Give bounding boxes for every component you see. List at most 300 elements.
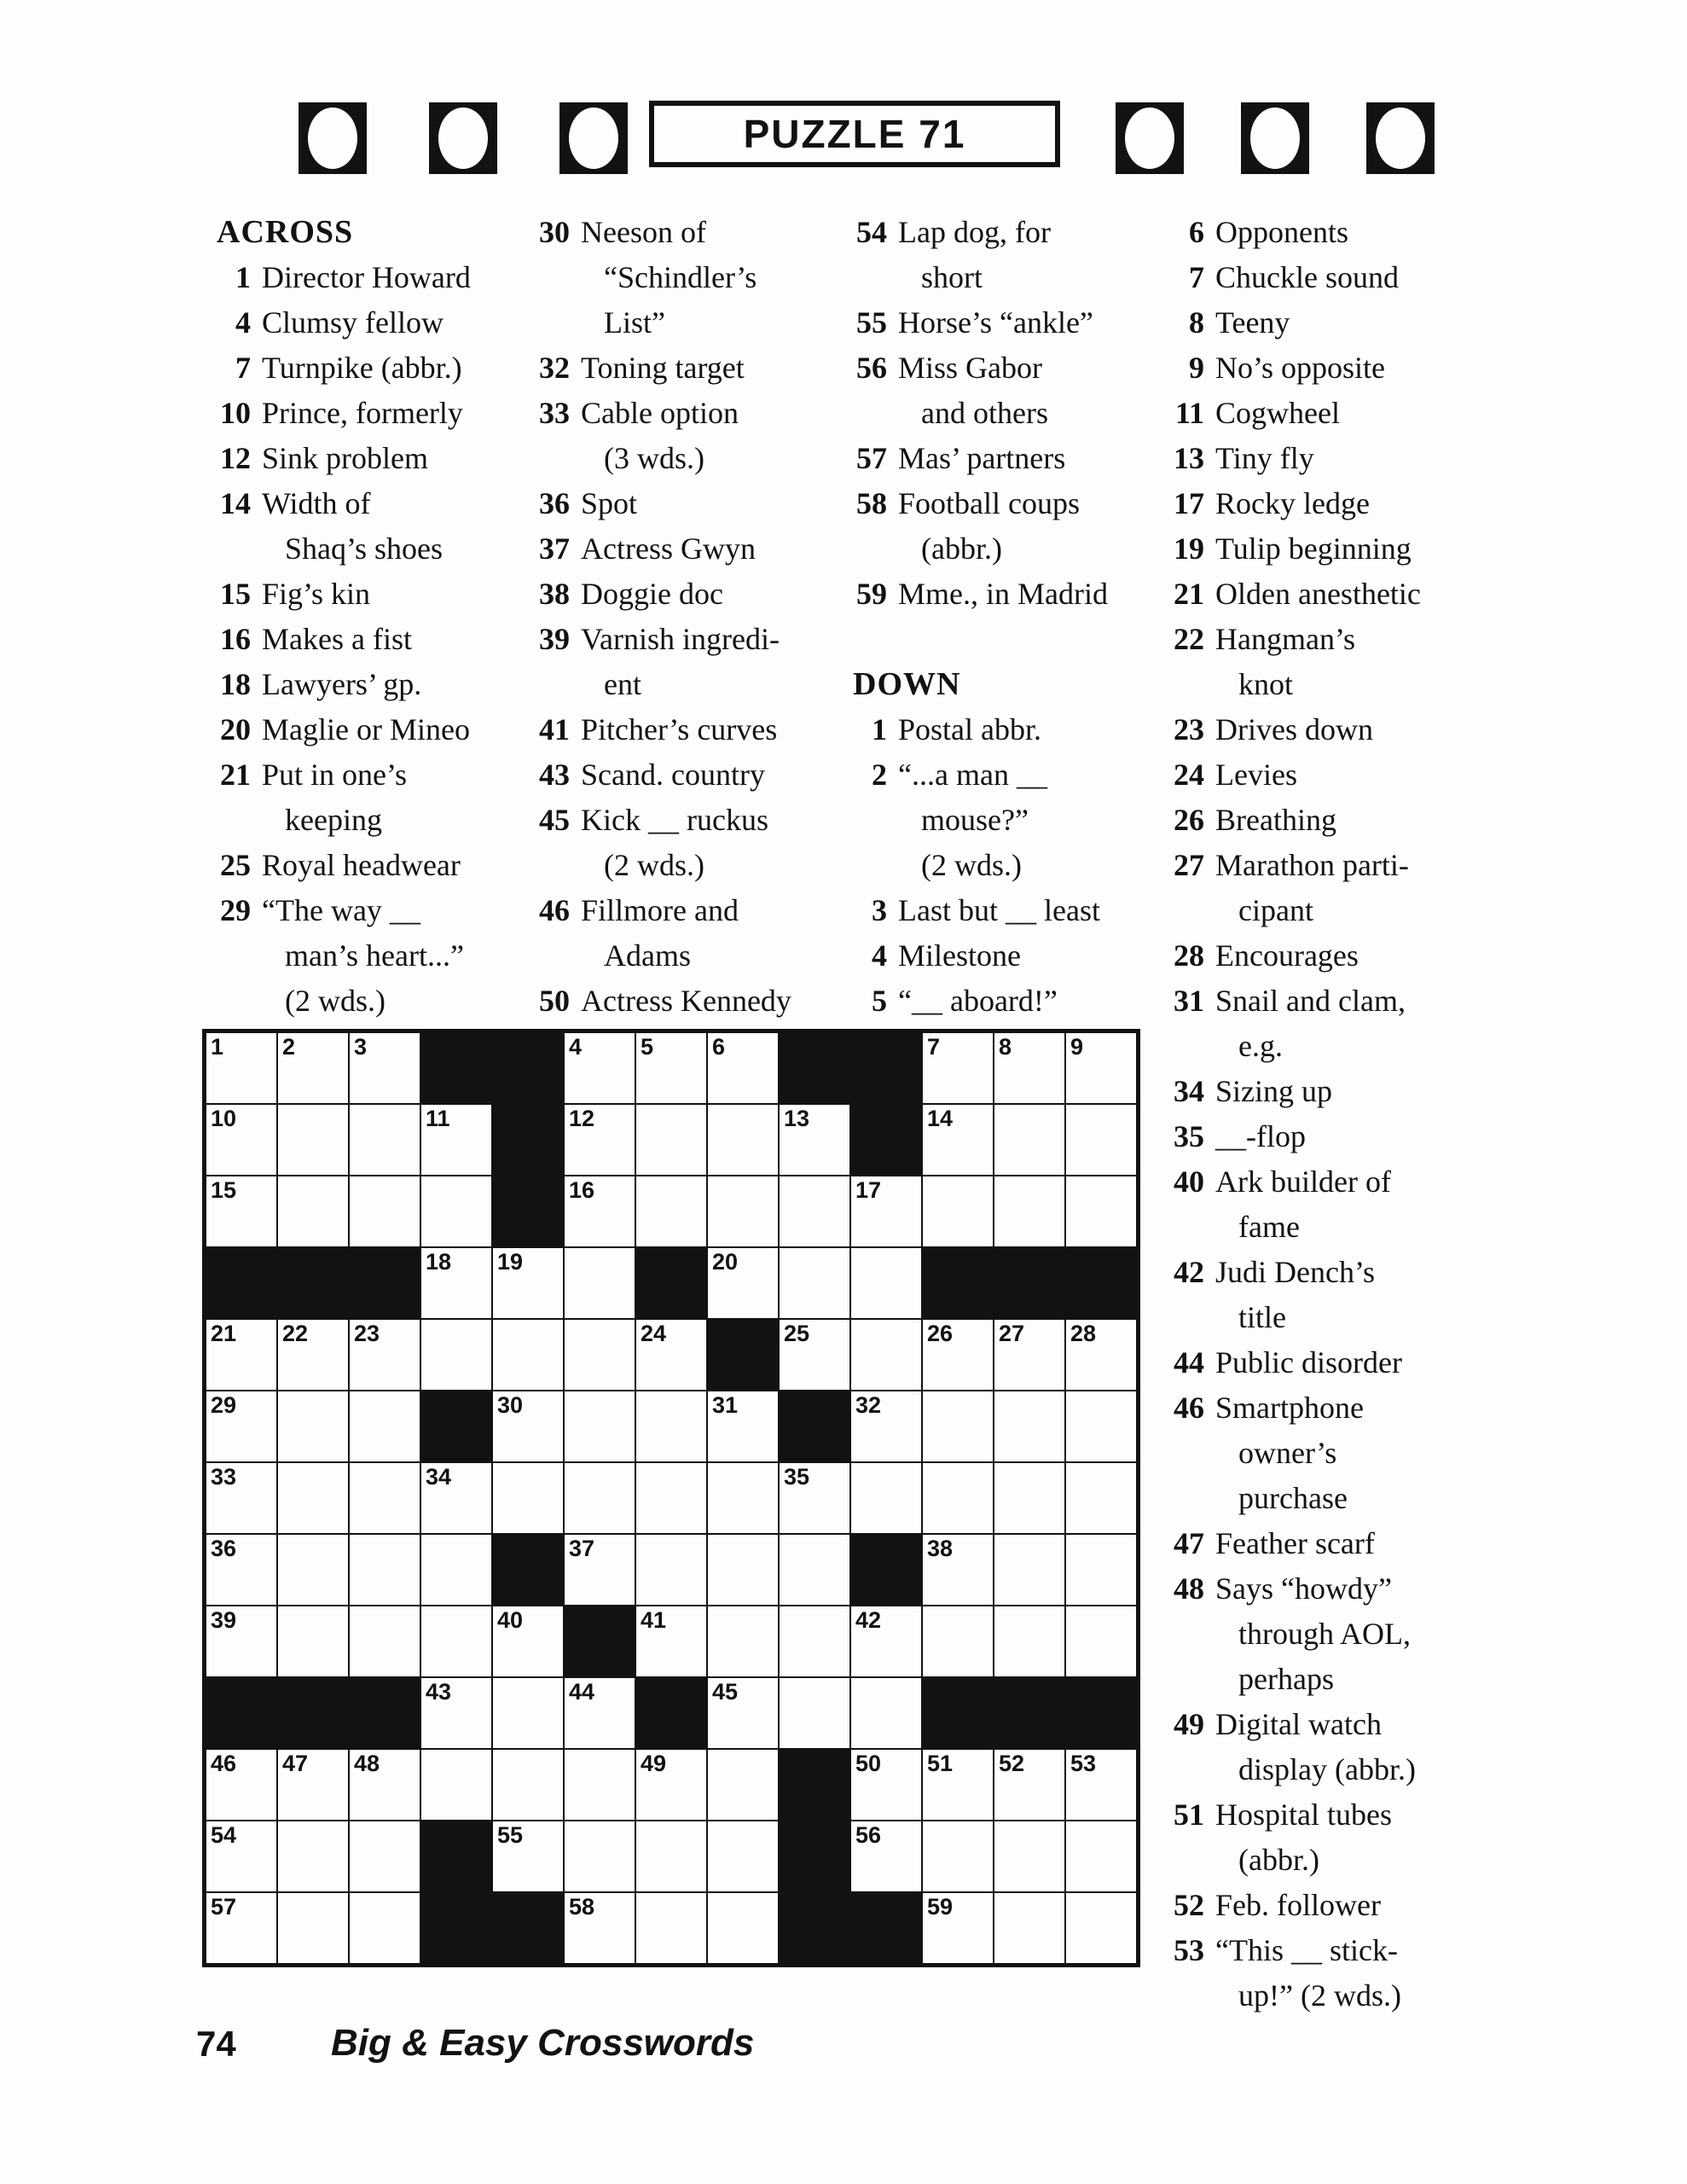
clue-number: 49: [1174, 1707, 1204, 1741]
clue-number: 3: [872, 893, 887, 927]
cell-number: 34: [426, 1464, 452, 1490]
grid-cell[interactable]: [206, 1104, 277, 1176]
puzzle-title-box: [649, 101, 1060, 167]
clue-number: 4: [872, 938, 887, 973]
grid-cell[interactable]: [206, 1821, 277, 1892]
grid-cell[interactable]: [707, 1534, 779, 1606]
clue: [1163, 1114, 1539, 1159]
cell-number: 19: [497, 1249, 524, 1275]
cell-number: 32: [855, 1392, 882, 1418]
ornament-circle-icon: [429, 102, 497, 174]
grid-cell[interactable]: [922, 1391, 994, 1462]
clue: [1163, 1159, 1539, 1250]
clue: [846, 481, 1160, 572]
cell-number: 55: [497, 1822, 524, 1848]
cell-number: 5: [641, 1034, 654, 1060]
grid-cell[interactable]: [922, 1606, 994, 1677]
grid-cell[interactable]: [635, 1104, 707, 1176]
crossword-grid: [202, 1029, 1140, 1967]
clue-number: 4: [235, 305, 251, 340]
cell-number: 27: [999, 1321, 1025, 1346]
grid-cell[interactable]: [206, 1462, 277, 1534]
grid-cell[interactable]: [564, 1821, 635, 1892]
grid-cell[interactable]: [1065, 1391, 1137, 1462]
spacer: [846, 617, 1160, 662]
grid-cell[interactable]: [1065, 1534, 1137, 1606]
grid-cell-black: [994, 1247, 1065, 1319]
clue: [210, 662, 527, 707]
grid-cell[interactable]: [277, 1534, 349, 1606]
clue: [846, 572, 1160, 617]
clue-text: Teeny: [1215, 305, 1290, 340]
clue-number: 59: [856, 577, 887, 611]
grid-cell[interactable]: [707, 1821, 779, 1892]
grid-cell[interactable]: [994, 1391, 1065, 1462]
clue: [210, 346, 527, 391]
clue-text: Postal abbr.: [898, 712, 1041, 746]
grid-cell[interactable]: [349, 1104, 420, 1176]
clue-number: 39: [539, 622, 570, 656]
grid-cell[interactable]: [1065, 1462, 1137, 1534]
grid-cell[interactable]: [564, 1892, 635, 1964]
grid-cell-black: [420, 1892, 492, 1964]
grid-cell[interactable]: [206, 1606, 277, 1677]
grid-cell[interactable]: [922, 1821, 994, 1892]
grid-cell[interactable]: [707, 1391, 779, 1462]
clue-number: 13: [1174, 441, 1204, 475]
clue: [1163, 1385, 1539, 1521]
clue-text: Neeson of “Schindler’s List”: [581, 215, 757, 340]
clue-number: 46: [1174, 1391, 1204, 1425]
grid-cell[interactable]: [349, 1462, 420, 1534]
grid-cell[interactable]: [922, 1749, 994, 1821]
circle-icon: [438, 107, 488, 169]
clue-text: Miss Gabor and others: [898, 351, 1048, 430]
grid-cell[interactable]: [206, 1176, 277, 1247]
clue-number: 46: [539, 893, 570, 927]
grid-cell-black: [564, 1606, 635, 1677]
grid-cell[interactable]: [922, 1892, 994, 1964]
grid-cell[interactable]: [420, 1319, 492, 1391]
clue-number: 23: [1174, 712, 1204, 746]
clue-number: 22: [1174, 622, 1204, 656]
cell-number: 29: [211, 1392, 237, 1418]
clue-text: Chuckle sound: [1215, 260, 1399, 294]
grid-cell-black: [420, 1391, 492, 1462]
grid-cell[interactable]: [492, 1677, 564, 1749]
clue: [1163, 210, 1539, 255]
grid-cell[interactable]: [635, 1319, 707, 1391]
grid-cell[interactable]: [277, 1892, 349, 1964]
grid-cell-black: [1065, 1247, 1137, 1319]
cell-number: 24: [641, 1321, 667, 1346]
clue-number: 17: [1174, 486, 1204, 520]
grid-cell[interactable]: [206, 1391, 277, 1462]
grid-cell-black: [779, 1821, 850, 1892]
cell-number: 8: [999, 1034, 1012, 1060]
grid-cell[interactable]: [1065, 1821, 1137, 1892]
ornament-circle-icon: [559, 102, 628, 174]
grid-cell[interactable]: [492, 1606, 564, 1677]
clue: [1163, 1521, 1539, 1566]
clue-number: 32: [539, 351, 570, 385]
grid-cell[interactable]: [564, 1104, 635, 1176]
clue-text: Scand. country: [581, 758, 765, 792]
clue-text: Horse’s “ankle”: [898, 305, 1093, 340]
grid-cell-black: [420, 1032, 492, 1104]
grid-cell[interactable]: [206, 1749, 277, 1821]
grid-cell[interactable]: [564, 1677, 635, 1749]
clue-number: 52: [1174, 1888, 1204, 1922]
grid-cell[interactable]: [492, 1319, 564, 1391]
grid-cell[interactable]: [1065, 1176, 1137, 1247]
grid-cell[interactable]: [420, 1749, 492, 1821]
clue-text: Cogwheel: [1215, 396, 1340, 430]
grid-cell[interactable]: [564, 1462, 635, 1534]
clue-text: Doggie doc: [581, 577, 723, 611]
grid-cell[interactable]: [850, 1749, 922, 1821]
clue-number: 27: [1174, 848, 1204, 882]
cell-number: 36: [211, 1536, 237, 1561]
grid-cell[interactable]: [564, 1176, 635, 1247]
clue: [210, 752, 527, 843]
grid-cell[interactable]: [779, 1247, 850, 1319]
cell-number: 13: [784, 1106, 810, 1131]
grid-cell[interactable]: [707, 1247, 779, 1319]
clue-number: 41: [539, 712, 570, 746]
grid-cell-black: [635, 1247, 707, 1319]
grid-cell[interactable]: [1065, 1749, 1137, 1821]
clue-text: Director Howard: [262, 260, 471, 294]
clue-text: Snail and clam, e.g.: [1215, 984, 1406, 1063]
grid-cell-black: [492, 1104, 564, 1176]
clue-number: 8: [1189, 305, 1204, 340]
cell-number: 51: [927, 1751, 954, 1776]
grid-cell[interactable]: [349, 1821, 420, 1892]
grid-cell[interactable]: [206, 1534, 277, 1606]
cell-number: 18: [426, 1249, 452, 1275]
grid-cell[interactable]: [994, 1462, 1065, 1534]
clue: [846, 210, 1160, 300]
grid-cell[interactable]: [420, 1104, 492, 1176]
grid-cell[interactable]: [564, 1032, 635, 1104]
clue: [529, 888, 846, 979]
grid-cell-black: [779, 1391, 850, 1462]
grid-cell-black: [206, 1247, 277, 1319]
cell-number: 16: [569, 1177, 595, 1203]
grid-cell[interactable]: [564, 1749, 635, 1821]
clue: [1163, 1792, 1539, 1883]
grid-cell[interactable]: [707, 1749, 779, 1821]
grid-cell[interactable]: [420, 1677, 492, 1749]
grid-cell[interactable]: [277, 1606, 349, 1677]
clue-number: 42: [1174, 1255, 1204, 1289]
cell-number: 15: [211, 1177, 237, 1203]
cell-number: 46: [211, 1751, 237, 1776]
clue-number: 1: [872, 712, 887, 746]
grid-cell[interactable]: [635, 1462, 707, 1534]
grid-cell[interactable]: [420, 1247, 492, 1319]
grid-cell[interactable]: [277, 1821, 349, 1892]
cell-number: 12: [569, 1106, 595, 1131]
clue-number: 31: [1174, 984, 1204, 1018]
grid-cell[interactable]: [707, 1462, 779, 1534]
grid-cell[interactable]: [707, 1176, 779, 1247]
cell-number: 37: [569, 1536, 595, 1561]
grid-cell[interactable]: [635, 1821, 707, 1892]
cell-number: 38: [927, 1536, 954, 1561]
clue-text: Tulip beginning: [1215, 531, 1412, 566]
clue: [210, 617, 527, 662]
grid-cell[interactable]: [635, 1391, 707, 1462]
grid-cell[interactable]: [349, 1749, 420, 1821]
clue-number: 11: [1174, 396, 1204, 430]
cell-number: 23: [354, 1321, 380, 1346]
clue: [1163, 1883, 1539, 1928]
grid-cell[interactable]: [492, 1391, 564, 1462]
clue-number: 21: [1174, 577, 1204, 611]
grid-cell[interactable]: [349, 1606, 420, 1677]
clue-text: Hospital tubes (abbr.): [1215, 1798, 1392, 1877]
grid-cell[interactable]: [994, 1821, 1065, 1892]
clue-text: Smartphone owner’s purchase: [1215, 1391, 1364, 1515]
grid-cell[interactable]: [1065, 1892, 1137, 1964]
grid-cell[interactable]: [1065, 1319, 1137, 1391]
clue-number: 34: [1174, 1074, 1204, 1108]
grid-cell[interactable]: [492, 1462, 564, 1534]
cell-number: 31: [712, 1392, 739, 1418]
grid-cell[interactable]: [349, 1176, 420, 1247]
ornament-circle-icon: [1366, 102, 1435, 174]
grid-cell[interactable]: [850, 1391, 922, 1462]
grid-cell[interactable]: [277, 1319, 349, 1391]
grid-cell[interactable]: [277, 1104, 349, 1176]
clue-text: Clumsy fellow: [262, 305, 443, 340]
ornament-circle-icon: [1241, 102, 1309, 174]
grid-cell[interactable]: [994, 1749, 1065, 1821]
grid-cell[interactable]: [206, 1892, 277, 1964]
grid-cell[interactable]: [707, 1032, 779, 1104]
clue: [1163, 1566, 1539, 1702]
cell-number: 4: [569, 1034, 583, 1060]
clue-number: 10: [220, 396, 251, 430]
clue-list-heading: DOWN: [853, 666, 961, 702]
grid-cell-black: [779, 1892, 850, 1964]
clue: [210, 481, 527, 572]
grid-cell[interactable]: [277, 1749, 349, 1821]
clue: [210, 300, 527, 346]
grid-cell[interactable]: [779, 1462, 850, 1534]
clue-number: 58: [856, 486, 887, 520]
clue: [846, 888, 1160, 933]
clue-text: Sink problem: [262, 441, 428, 475]
grid-cell[interactable]: [922, 1534, 994, 1606]
clue-text: No’s opposite: [1215, 351, 1386, 385]
grid-cell[interactable]: [277, 1462, 349, 1534]
grid-cell[interactable]: [349, 1534, 420, 1606]
grid-cell-black: [779, 1749, 850, 1821]
grid-cell[interactable]: [850, 1462, 922, 1534]
grid-cell[interactable]: [994, 1606, 1065, 1677]
grid-cell[interactable]: [492, 1749, 564, 1821]
grid-cell[interactable]: [635, 1176, 707, 1247]
grid-cell[interactable]: [850, 1821, 922, 1892]
page-number: 74: [196, 2024, 236, 2064]
grid-cell[interactable]: [707, 1892, 779, 1964]
grid-cell[interactable]: [420, 1534, 492, 1606]
grid-cell[interactable]: [635, 1534, 707, 1606]
grid-cell[interactable]: [779, 1606, 850, 1677]
cell-number: 58: [569, 1894, 595, 1920]
clue: [1163, 300, 1539, 346]
clue: [529, 979, 846, 1024]
clue-text: Put in one’s keeping: [262, 758, 408, 837]
clue-text: Pitcher’s curves: [581, 712, 778, 746]
grid-cell[interactable]: [707, 1606, 779, 1677]
circle-icon: [308, 107, 357, 169]
clue: [529, 210, 846, 346]
clue-list-heading: ACROSS: [217, 214, 354, 250]
grid-cell-black: [277, 1677, 349, 1749]
grid-cell[interactable]: [635, 1032, 707, 1104]
clue: [210, 572, 527, 617]
clue-text: Actress Kennedy: [581, 984, 791, 1018]
clue: [1163, 707, 1539, 752]
grid-cell[interactable]: [1065, 1032, 1137, 1104]
clue: [1163, 572, 1539, 617]
clue-text: “The way __ man’s heart...” (2 wds.): [262, 893, 464, 1018]
grid-cell[interactable]: [922, 1319, 994, 1391]
grid-cell[interactable]: [707, 1677, 779, 1749]
clue-text: Cable option (3 wds.): [581, 396, 739, 475]
clue-text: Maglie or Mineo: [262, 712, 470, 746]
grid-cell[interactable]: [850, 1247, 922, 1319]
clue-text: Opponents: [1215, 215, 1348, 249]
grid-cell[interactable]: [277, 1391, 349, 1462]
cell-number: 25: [784, 1321, 810, 1346]
grid-cell[interactable]: [994, 1892, 1065, 1964]
grid-cell[interactable]: [779, 1534, 850, 1606]
clue: [846, 979, 1160, 1024]
grid-cell[interactable]: [349, 1391, 420, 1462]
grid-cell[interactable]: [779, 1104, 850, 1176]
clue-text: Drives down: [1215, 712, 1373, 746]
grid-cell[interactable]: [564, 1247, 635, 1319]
grid-cell[interactable]: [349, 1892, 420, 1964]
clue-text: Feb. follower: [1215, 1888, 1381, 1922]
cell-number: 59: [927, 1894, 954, 1920]
grid-cell[interactable]: [420, 1606, 492, 1677]
cell-number: 39: [211, 1607, 237, 1633]
clue: [210, 888, 527, 1024]
clue-text: Actress Gwyn: [581, 531, 756, 566]
grid-cell[interactable]: [349, 1032, 420, 1104]
grid-cell[interactable]: [922, 1104, 994, 1176]
grid-cell[interactable]: [206, 1319, 277, 1391]
clue: [1163, 979, 1539, 1069]
clue-number: 47: [1174, 1526, 1204, 1560]
clue-text: Public disorder: [1215, 1345, 1402, 1380]
grid-cell[interactable]: [922, 1032, 994, 1104]
circle-icon: [569, 107, 618, 169]
grid-cell-black: [349, 1247, 420, 1319]
clue-number: 18: [220, 667, 251, 701]
clue-number: 20: [220, 712, 251, 746]
grid-cell[interactable]: [420, 1176, 492, 1247]
grid-cell[interactable]: [779, 1176, 850, 1247]
grid-cell[interactable]: [635, 1892, 707, 1964]
clue-number: 53: [1174, 1933, 1204, 1967]
clue-text: Lap dog, for short: [898, 215, 1051, 294]
grid-cell[interactable]: [850, 1606, 922, 1677]
cell-number: 14: [927, 1106, 954, 1131]
grid-cell[interactable]: [1065, 1104, 1137, 1176]
grid-cell[interactable]: [277, 1032, 349, 1104]
clue-text: Digital watch display (abbr.): [1215, 1707, 1416, 1786]
clue: [210, 707, 527, 752]
grid-cell[interactable]: [994, 1104, 1065, 1176]
grid-cell[interactable]: [707, 1104, 779, 1176]
grid-cell[interactable]: [922, 1176, 994, 1247]
grid-cell[interactable]: [850, 1677, 922, 1749]
grid-cell[interactable]: [922, 1462, 994, 1534]
grid-cell[interactable]: [994, 1534, 1065, 1606]
clue-number: 24: [1174, 758, 1204, 792]
grid-cell[interactable]: [564, 1319, 635, 1391]
grid-cell[interactable]: [1065, 1606, 1137, 1677]
grid-cell[interactable]: [564, 1534, 635, 1606]
grid-cell[interactable]: [349, 1319, 420, 1391]
grid-cell-black: [922, 1247, 994, 1319]
grid-cell[interactable]: [492, 1821, 564, 1892]
clue-number: 45: [539, 803, 570, 837]
grid-cell[interactable]: [635, 1749, 707, 1821]
grid-cell[interactable]: [492, 1247, 564, 1319]
grid-cell[interactable]: [206, 1032, 277, 1104]
grid-cell[interactable]: [850, 1176, 922, 1247]
grid-cell[interactable]: [420, 1462, 492, 1534]
clue-number: 26: [1174, 803, 1204, 837]
clue-number: 44: [1174, 1345, 1204, 1380]
grid-cell-black: [492, 1176, 564, 1247]
grid-cell[interactable]: [564, 1391, 635, 1462]
clue-text: Lawyers’ gp.: [262, 667, 422, 701]
grid-cell[interactable]: [779, 1677, 850, 1749]
grid-cell[interactable]: [994, 1032, 1065, 1104]
clue-text: __-flop: [1215, 1119, 1306, 1153]
grid-cell-black: [922, 1677, 994, 1749]
clue: [529, 346, 846, 391]
clue-number: 48: [1174, 1571, 1204, 1606]
clue: [1163, 843, 1539, 933]
grid-cell-black: [492, 1534, 564, 1606]
clue-text: Mme., in Madrid: [898, 577, 1108, 611]
clue: [529, 572, 846, 617]
grid-cell[interactable]: [994, 1176, 1065, 1247]
grid-cell[interactable]: [850, 1319, 922, 1391]
clue: [846, 933, 1160, 979]
grid-cell[interactable]: [994, 1319, 1065, 1391]
cell-number: 33: [211, 1464, 237, 1490]
grid-cell[interactable]: [635, 1606, 707, 1677]
clue-number: 29: [220, 893, 251, 927]
cell-number: 10: [211, 1106, 237, 1131]
clue: [1163, 1069, 1539, 1114]
grid-cell[interactable]: [779, 1319, 850, 1391]
cell-number: 7: [927, 1034, 941, 1060]
clue-number: 25: [220, 848, 251, 882]
grid-cell[interactable]: [277, 1176, 349, 1247]
